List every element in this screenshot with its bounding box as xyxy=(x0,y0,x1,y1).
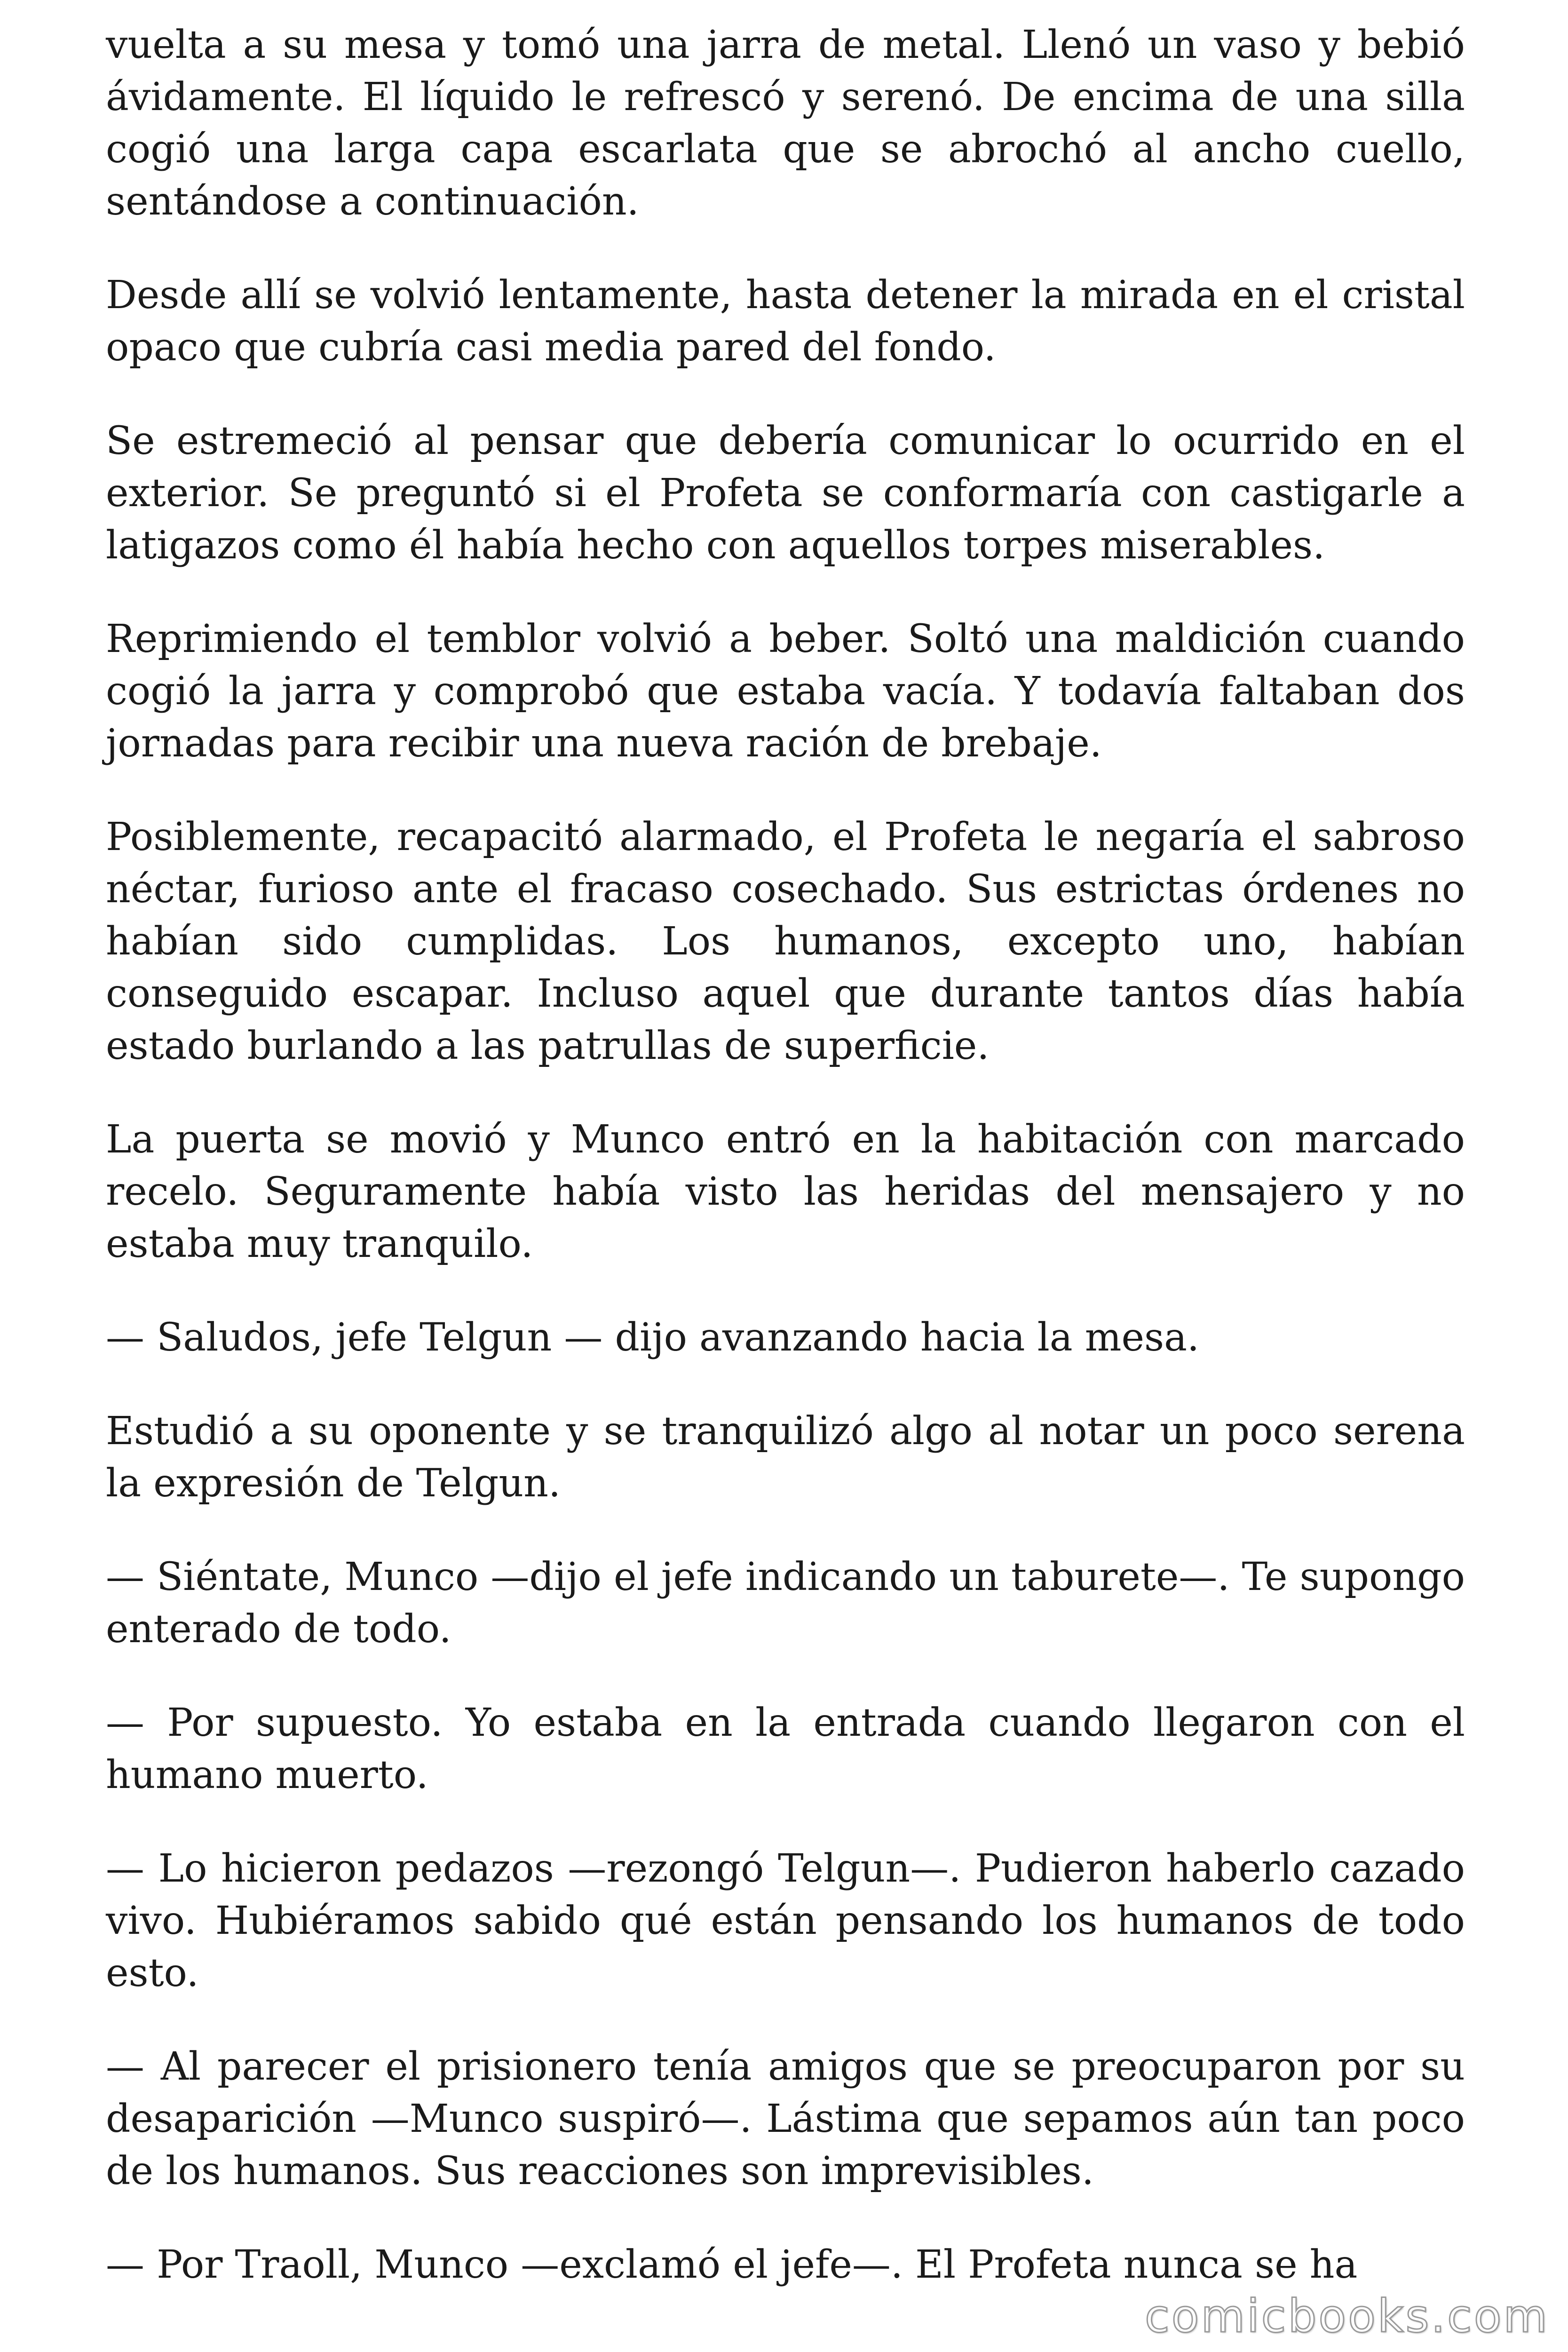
paragraph-10: — Por supuesto. Yo estaba en la entrada cuando llegaron con el humano muerto. xyxy=(106,1700,1465,1797)
paragraph-6: La puerta se movió y Munco entró en la habitación con marcado recelo. Seguramente había visto las heridas del mensajero y no estaba muy tranquilo. xyxy=(106,1117,1465,1266)
book-page xyxy=(106,19,1465,2291)
paragraph-2: Desde allí se volvió lentamente, hasta detener la mirada en el cristal opaco que cubría casi media pared del fondo. xyxy=(106,273,1465,370)
paragraph-13: — Por Traoll, Munco —exclamó el jefe—. El Profeta nunca se ha xyxy=(106,2242,1358,2287)
paragraph-8: Estudió a su oponente y se tranquilizó algo al notar un poco serena la expresión de Telgun. xyxy=(106,1409,1465,1506)
watermark: comicbooks.com xyxy=(1144,2290,1549,2343)
paragraph-12: — Al parecer el prisionero tenía amigos que se preocuparon por su desaparición —Munco suspiró—. Lástima que sepamos aún tan poco de los humanos. Sus reacciones son imprevisibles. xyxy=(106,2044,1465,2193)
paragraph-4: Reprimiendo el temblor volvió a beber. Soltó una maldición cuando cogió la jarra y comprobó que estaba vacía. Y todavía faltaban dos jornadas para recibir una nueva ración de brebaje. xyxy=(106,617,1465,766)
paragraph-11: — Lo hicieron pedazos —rezongó Telgun—. Pudieron haberlo cazado vivo. Hubiéramos sabido qué están pensando los humanos de todo esto. xyxy=(106,1846,1465,1995)
paragraph-7: — Saludos, jefe Telgun — dijo avanzando hacia la mesa. xyxy=(106,1315,1200,1360)
paragraph-5: Posiblemente, recapacitó alarmado, el Profeta le negaría el sabroso néctar, furioso ante el fracaso cosechado. Sus estrictas órdenes no habían sido cumplidas. Los humanos, excepto uno, habían conseguido escapar. Incluso aquel que durante tantos días había estado burlando a las patrullas de superficie. xyxy=(106,815,1465,1068)
paragraph-9: — Siéntate, Munco —dijo el jefe indicando un taburete—. Te supongo enterado de todo. xyxy=(106,1555,1465,1652)
paragraph-1: vuelta a su mesa y tomó una jarra de metal. Llenó un vaso y bebió ávidamente. El líquido le refrescó y serenó. De encima de una silla cogió una larga capa escarlata que se abrochó al ancho cuello, sentándose a continuación. xyxy=(106,23,1465,224)
paragraph-3: Se estremeció al pensar que debería comunicar lo ocurrido en el exterior. Se preguntó si el Profeta se conformaría con castigarle a latigazos como él había hecho con aquellos torpes miserables. xyxy=(106,419,1465,568)
